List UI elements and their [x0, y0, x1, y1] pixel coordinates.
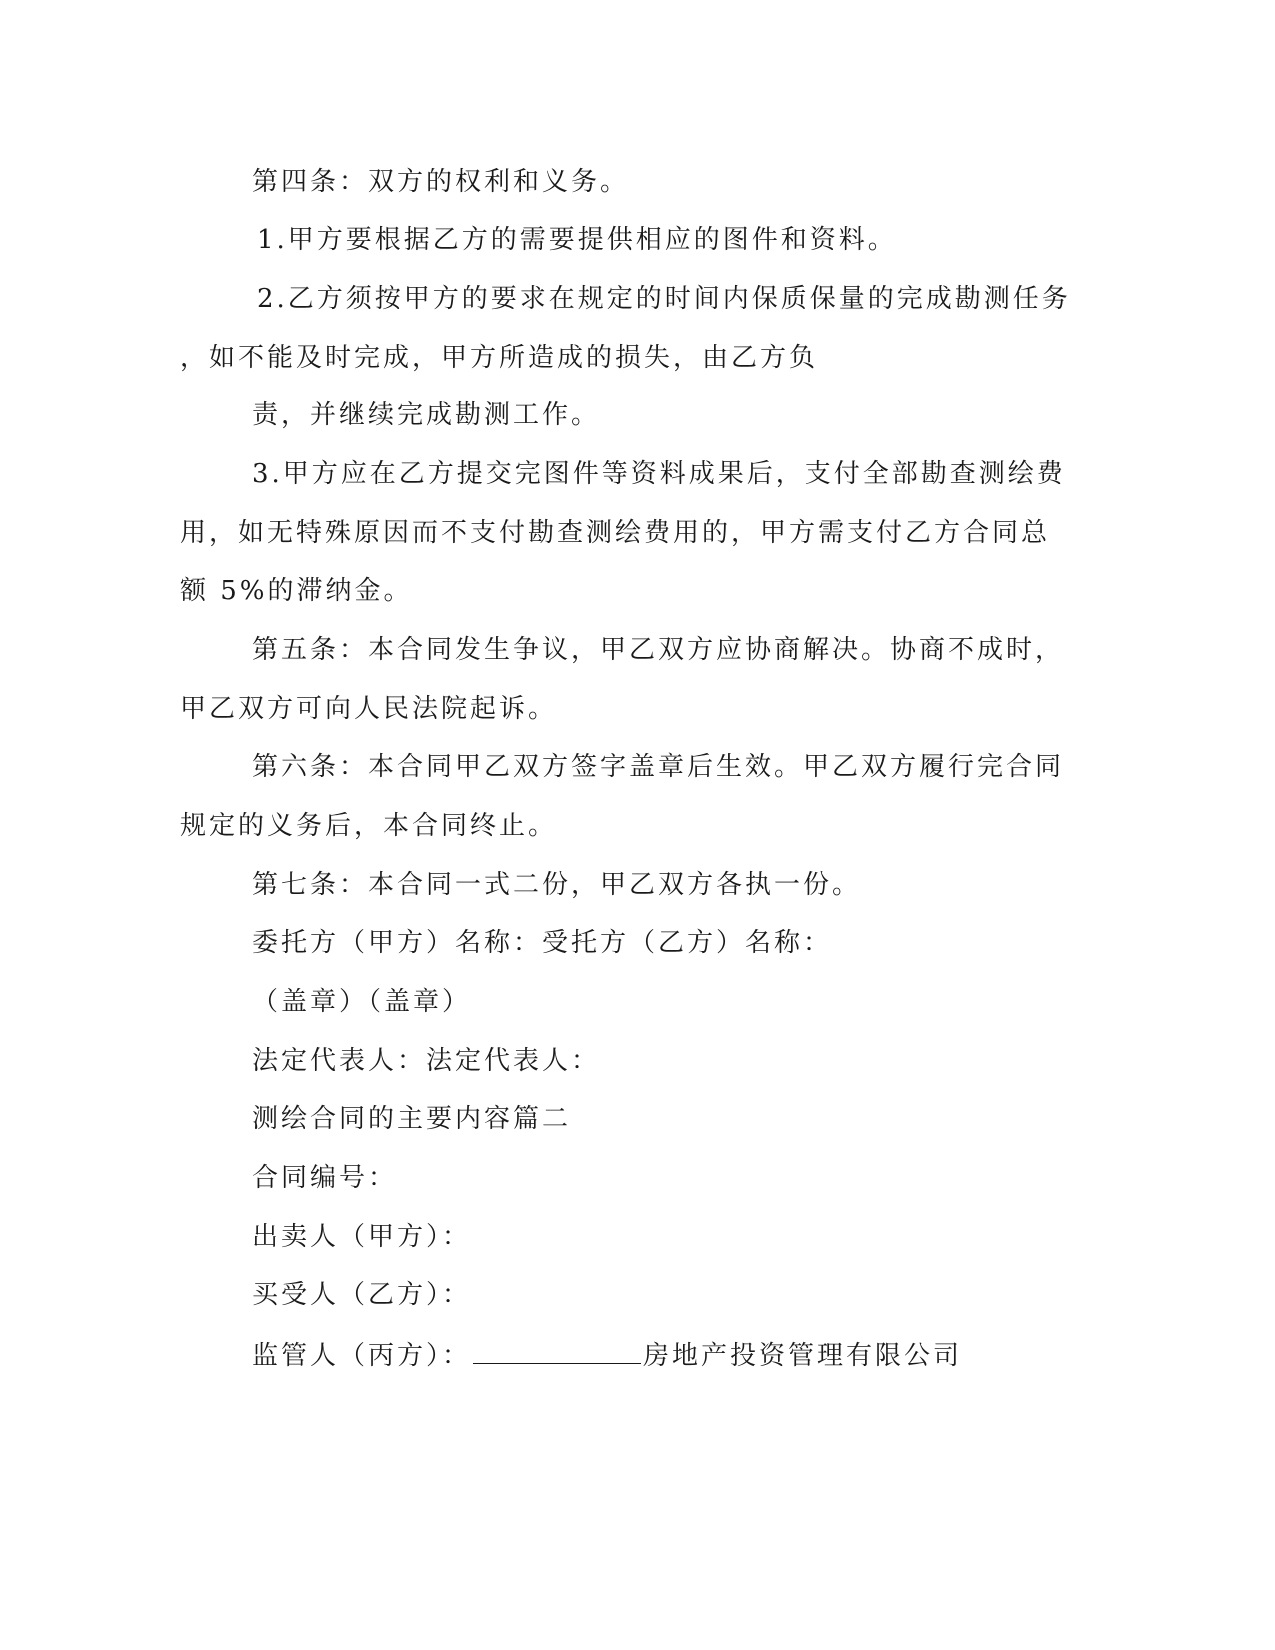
blank-underline — [473, 1337, 641, 1364]
party-names: 委托方（甲方）名称：受托方（乙方）名称： — [252, 928, 833, 958]
article-7: 第七条：本合同一式二份，甲乙双方各执一份。 — [252, 870, 862, 900]
seal-line: （盖章）（盖章） — [252, 987, 472, 1017]
article-4-heading: 第四条：双方的权利和义务。 — [252, 167, 630, 197]
article-4-item-3-line-2: 用，如无特殊原因而不支付勘查测绘费用的，甲方需支付乙方合同总 — [180, 518, 1051, 548]
article-4-item-3-line-3: 额 5%的滞纳金。 — [180, 576, 413, 606]
supervisor-label: 监管人（丙方）： — [252, 1341, 472, 1371]
article-4-item-2-line-3: 责，并继续完成勘测工作。 — [252, 400, 601, 430]
legal-representative-line: 法定代表人：法定代表人： — [252, 1046, 601, 1076]
article-6-line-2: 规定的义务后，本合同终止。 — [180, 811, 558, 841]
supervisor-company: 房地产投资管理有限公司 — [643, 1341, 963, 1371]
article-5-line-1: 第五条：本合同发生争议，甲乙双方应协商解决。协商不成时， — [252, 635, 1065, 665]
seller-label: 出卖人（甲方）： — [252, 1222, 472, 1252]
article-4-item-3-line-1: 3.甲方应在乙方提交完图件等资料成果后，支付全部勘查测绘费 — [252, 459, 1066, 489]
article-4-item-2-line-1: 2.乙方须按甲方的要求在规定的时间内保质保量的完成勘测任务 — [257, 284, 1071, 314]
article-5-line-2: 甲乙双方可向人民法院起诉。 — [180, 694, 558, 724]
article-4-item-2-line-2: ，如不能及时完成，甲方所造成的损失，由乙方负 — [180, 343, 819, 373]
section-2-title: 测绘合同的主要内容篇二 — [252, 1104, 572, 1134]
contract-number-label: 合同编号： — [252, 1163, 398, 1193]
supervisor-line — [252, 1337, 962, 1373]
article-6-line-1: 第六条：本合同甲乙双方签字盖章后生效。甲乙双方履行完合同 — [252, 752, 1065, 782]
article-4-item-1: 1.甲方要根据乙方的需要提供相应的图件和资料。 — [257, 225, 897, 255]
buyer-label: 买受人（乙方）： — [252, 1280, 472, 1310]
